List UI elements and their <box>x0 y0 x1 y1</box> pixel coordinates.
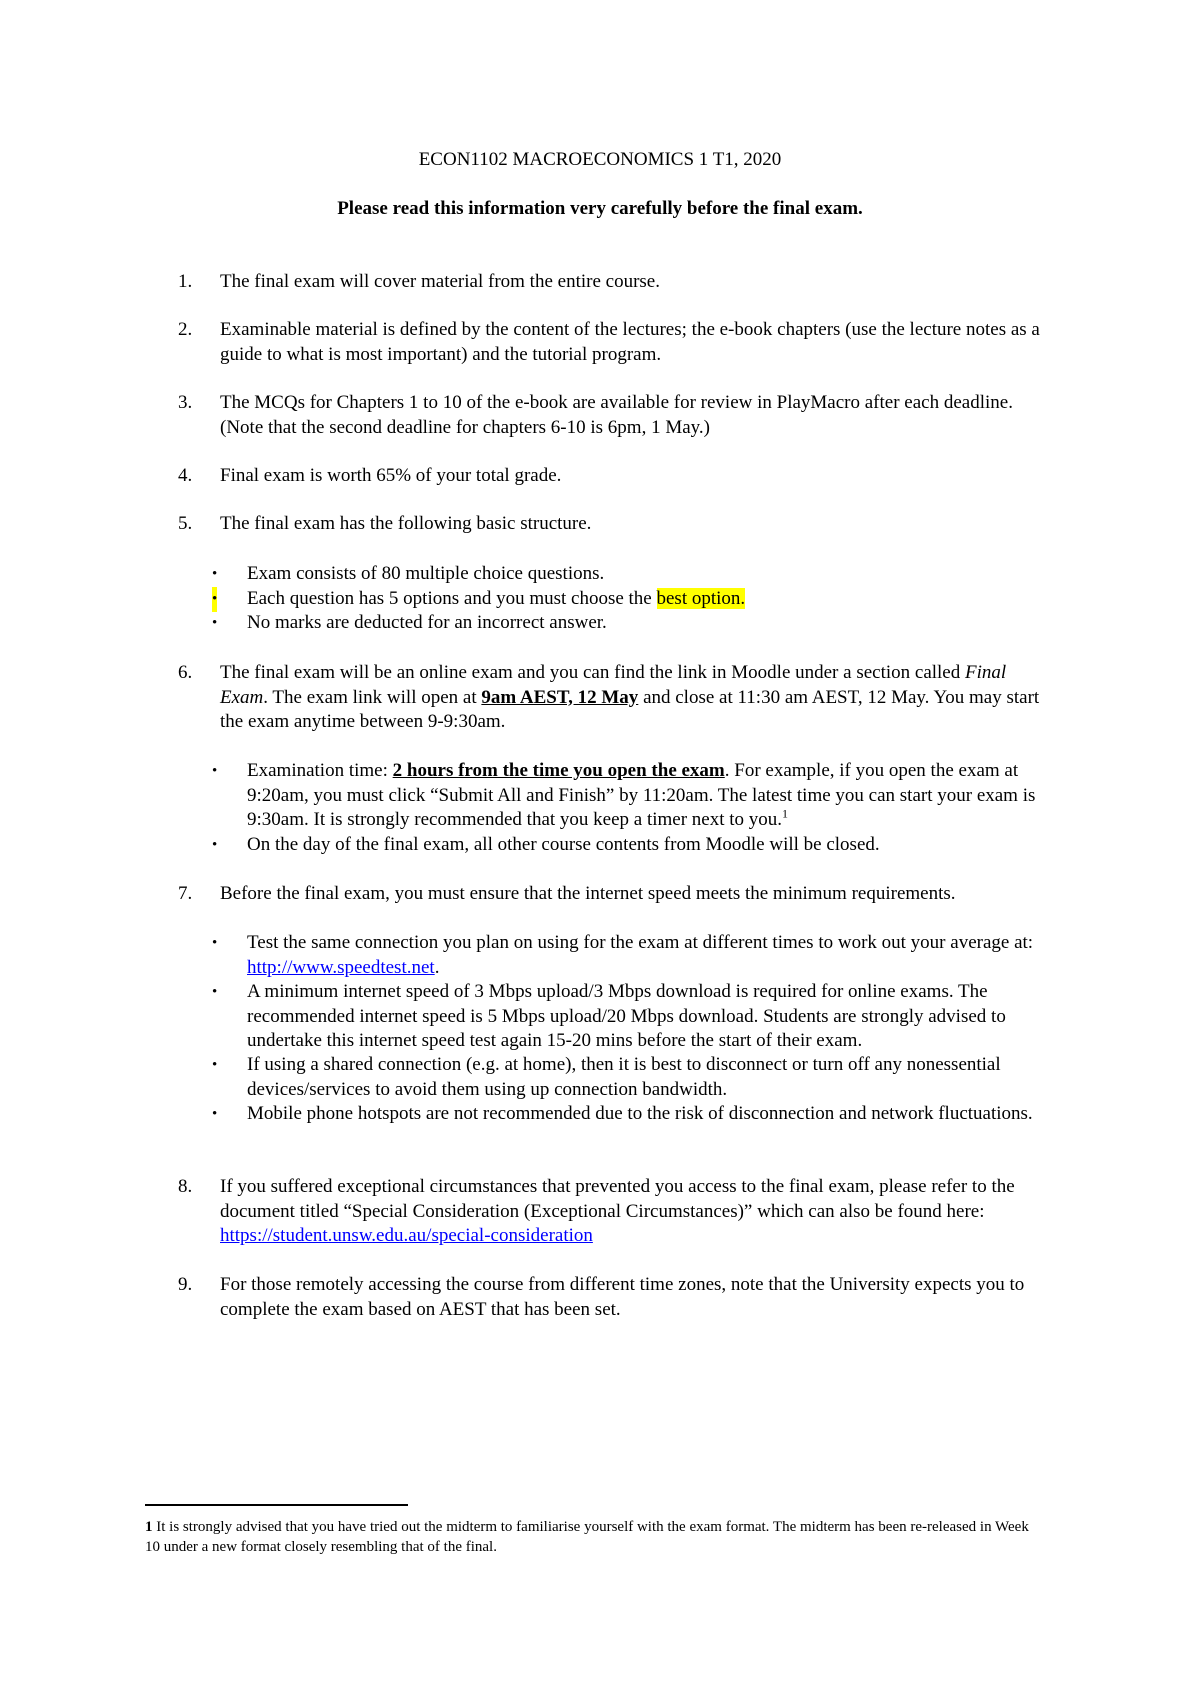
exam-open-time: 9am AEST, 12 May <box>481 686 639 708</box>
footnote-text: It is strongly advised that you have tried out the midterm to familiarise yourself with the exam format. The midterm has been re-released in Week 10 under a new format closely resembling that of the final. <box>145 1519 1029 1555</box>
item-italic-text: Final Exam <box>220 662 1007 708</box>
bullet-text: No marks are deducted for an incorrect answer. <box>247 612 607 633</box>
item-text: For those remotely accessing the course from different time zones, note that the University expects you to complete the exam based on AEST that has been set. <box>220 1274 1025 1320</box>
bullet-item <box>210 587 1060 612</box>
list-item-4 <box>178 464 1058 489</box>
bullet-icon: • <box>212 1057 218 1073</box>
bullet-icon: • <box>212 984 218 1000</box>
bullet-icon: • <box>212 1106 218 1122</box>
bullet-item <box>210 931 1060 980</box>
list-item-5 <box>178 512 1058 537</box>
special-consideration-link[interactable]: https://student.unsw.edu.au/special-consideration <box>220 1225 593 1246</box>
bullet-text: If using a shared connection (e.g. at home), then it is best to disconnect or turn off any nonessential devices/services to avoid them using up connection bandwidth. <box>247 1054 1001 1100</box>
footnote-reference[interactable]: 1 <box>782 806 789 821</box>
footnote <box>145 1517 1045 1557</box>
bullet-item <box>210 980 1060 1054</box>
item-text: Before the final exam, you must ensure that the internet speed meets the minimum requirements. <box>220 883 956 904</box>
bullet-text: Examination time: <box>247 760 393 781</box>
item-number: 4. <box>178 465 193 486</box>
item-text: The final exam has the following basic structure. <box>220 513 592 534</box>
footnote-number: 1 <box>145 1519 153 1535</box>
list-item-7 <box>178 882 1058 907</box>
footnote-divider <box>145 1504 408 1506</box>
item-text: The final exam will be an online exam and you can find the link in Moodle under a section called <box>220 662 965 683</box>
speedtest-link[interactable]: http://www.speedtest.net <box>247 956 435 978</box>
bullet-text: . <box>434 956 440 978</box>
item-text: The final exam will cover material from the entire course. <box>220 271 660 292</box>
item-text: If you suffered exceptional circumstances that prevented you access to the final exam, please refer to the document titled “Special Consideration (Exceptional Circumstances)” which can also be found here: <box>220 1176 1015 1222</box>
bullet-text: Test the same connection you plan on using for the exam at different times to work out your average at: <box>247 932 1034 953</box>
bullet-icon: • <box>212 566 218 582</box>
bullet-icon: • <box>212 615 218 631</box>
bullet-text: Exam consists of 80 multiple choice questions. <box>247 563 605 584</box>
item-number: 8. <box>178 1176 193 1197</box>
list-item-9 <box>178 1273 1058 1322</box>
list-item-6 <box>178 661 1058 735</box>
bullet-icon: • <box>212 837 218 853</box>
list-item-3 <box>178 391 1058 440</box>
bullet-item <box>210 562 1060 587</box>
item-text: Final exam is worth 65% of your total grade. <box>220 465 562 486</box>
bullet-item <box>210 1102 1060 1127</box>
item-text: and close at 11:30 am AEST, 12 May. You may start the exam anytime between 9-9:30am. <box>220 686 1040 732</box>
bullet-text: On the day of the final exam, all other course contents from Moodle will be closed. <box>247 834 880 855</box>
document-title: ECON1102 MACROECONOMICS 1 T1, 2020 <box>418 149 782 170</box>
bullet-item <box>210 759 1060 833</box>
item-text: Examinable material is defined by the content of the lectures; the e-book chapters (use the lecture notes as a guide to what is most important) and the tutorial program. <box>220 319 1040 365</box>
item-number: 7. <box>178 883 193 904</box>
highlighted-text: best option. <box>656 588 746 609</box>
item-number: 5. <box>178 513 193 534</box>
item-text: The MCQs for Chapters 1 to 10 of the e-book are available for review in PlayMacro after each deadline. (Note that the second deadline for chapters 6-10 is 6pm, 1 May.) <box>220 392 1013 438</box>
item-number: 9. <box>178 1274 193 1295</box>
list-item-8 <box>178 1175 1058 1249</box>
bullet-item <box>210 611 1060 636</box>
bullet-text: . For example, if you open the exam at 9:20am, you must click “Submit All and Finish” by 11:20am. The latest time you can start your exam is 9:30am. It is strongly recommended that you keep a timer next to you. <box>247 760 1036 830</box>
bullet-text: A minimum internet speed of 3 Mbps upload/3 Mbps download is required for online exams. The recommended internet speed is 5 Mbps upload/20 Mbps download. Students are strongly advised to undertake this internet speed test again 15-20 mins before the start of their exam. <box>247 981 1006 1051</box>
list-item-1 <box>178 270 1058 295</box>
bullet-text: Mobile phone hotspots are not recommended due to the risk of disconnection and network fluctuations. <box>247 1103 1033 1124</box>
list-item-2 <box>178 318 1058 367</box>
bullet-icon: • <box>212 935 218 951</box>
item-number: 6. <box>178 662 193 683</box>
document-subtitle: Please read this information very carefully before the final exam. <box>337 198 863 219</box>
exam-duration: 2 hours from the time you open the exam <box>392 760 725 781</box>
item-number: 2. <box>178 319 193 340</box>
bullet-item <box>210 1053 1060 1102</box>
bullet-text: Each question has 5 options and you must choose the <box>247 588 657 609</box>
item-number: 3. <box>178 392 193 413</box>
item-text: . The exam link will open at <box>263 686 482 708</box>
bullet-item <box>210 833 1060 858</box>
bullet-icon: • <box>212 587 217 612</box>
bullet-icon: • <box>212 763 218 779</box>
item-number: 1. <box>178 271 193 292</box>
